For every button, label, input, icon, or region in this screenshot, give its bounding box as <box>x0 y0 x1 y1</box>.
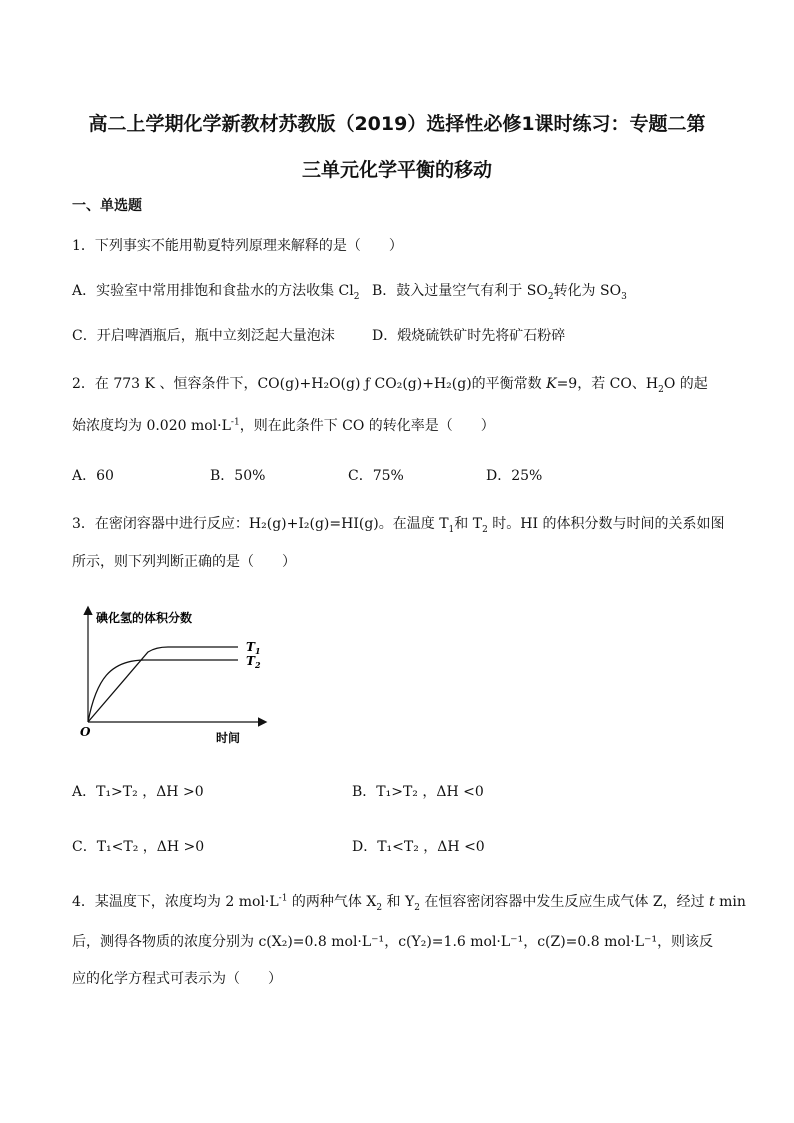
title-line-2: 三单元化学平衡的移动 <box>301 159 492 181</box>
q2-option-a: A．60 <box>72 468 114 484</box>
curve-t2 <box>88 660 238 722</box>
q2-option-b: B．50% <box>210 468 266 484</box>
curve-t2-label: $T_2$ <box>246 654 261 670</box>
q4-conc-x2: c(X₂)=0.8 mol·L⁻¹ <box>258 934 385 950</box>
curve-t1 <box>88 647 238 722</box>
q4-stem-line-2: 后，测得各物质的浓度分别为 c(X₂)=0.8 mol·L⁻¹，c(Y₂)=1.6 mol·L⁻¹，c(Z)=0.8 mol·L⁻¹，则该反 <box>72 934 714 950</box>
q4-conc-y2: c(Y₂)=1.6 mol·L⁻¹ <box>398 934 524 950</box>
q4-stem-line-3: 应的化学方程式可表示为（ ） <box>72 971 282 987</box>
q1-stem: 1．下列事实不能用勒夏特列原理来解释的是（ ） <box>72 238 403 254</box>
q2-stem-line-1: 2．在 773 K 、恒容条件下，CO(g)+H₂O(g) ƒ CO₂(g)+H₂(g)的平衡常数 K=9，若 CO、$H_2O$ 的起 <box>72 376 708 395</box>
q4-stem-line-1: 4．某温度下，浓度均为 2 $mol\cdot L^{-1}$ 的两种气体 $X_2$ 和 $Y_2$ 在恒容密闭容器中发生反应生成气体 Z，经过 t min <box>72 893 746 913</box>
q4-conc-z: c(Z)=0.8 mol·L⁻¹ <box>537 934 658 950</box>
origin-label: O <box>80 725 91 739</box>
document-title <box>60 101 734 193</box>
q1-option-b: B．鼓入过量空气有利于 $SO_2$转化为 $SO_3$ <box>372 283 627 302</box>
hi-volume-fraction-graph <box>60 600 280 750</box>
q3-stem-line-2: 所示，则下列判断正确的是（ ） <box>72 554 296 570</box>
title-line-1: 高二上学期化学新教材苏教版（2019）选择性必修1课时练习：专题二第 <box>88 113 706 135</box>
q2-option-d: D．25% <box>486 468 543 484</box>
y-axis-label: 碘化氢的体积分数 <box>96 611 193 625</box>
x-axis-label: 时间 <box>216 731 241 745</box>
q1-option-d: D．煅烧硫铁矿时先将矿石粉碎 <box>372 328 566 344</box>
q3-option-c: C．T₁<T₂ ，ΔH >0 <box>72 839 205 855</box>
curve-t1-label: $T_1$ <box>246 640 261 656</box>
section-heading: 一、单选题 <box>72 198 142 214</box>
q2-stem-line-2: 始浓度均为 0.020 $mol\cdot L^{-1}$，则在此条件下 CO 的转化率是（ ） <box>72 417 495 434</box>
q2-option-c: C．75% <box>348 468 404 484</box>
q3-stem-line-1: 3．在密闭容器中进行反应：H₂(g)+I₂(g)=HI(g)。在温度 $T_1$和 $T_2$ 时。HI 的体积分数与时间的关系如图 <box>72 516 725 535</box>
q3-option-b: B．T₁>T₂ ，ΔH <0 <box>352 784 484 800</box>
q3-option-a: A．T₁>T₂ ，ΔH >0 <box>72 784 204 800</box>
q2-equation: CO(g)+H₂O(g) ƒ CO₂(g)+H₂(g) <box>257 376 472 392</box>
q1-option-c: C．开启啤酒瓶后，瓶中立刻泛起大量泡沫 <box>72 328 335 344</box>
q3-option-d: D．T₁<T₂ ，ΔH <0 <box>352 839 485 855</box>
q1-option-a: A．实验室中常用排饱和食盐水的方法收集 $Cl_2$ <box>72 283 360 302</box>
q3-equation: H₂(g)+I₂(g)=HI(g) <box>248 516 379 532</box>
